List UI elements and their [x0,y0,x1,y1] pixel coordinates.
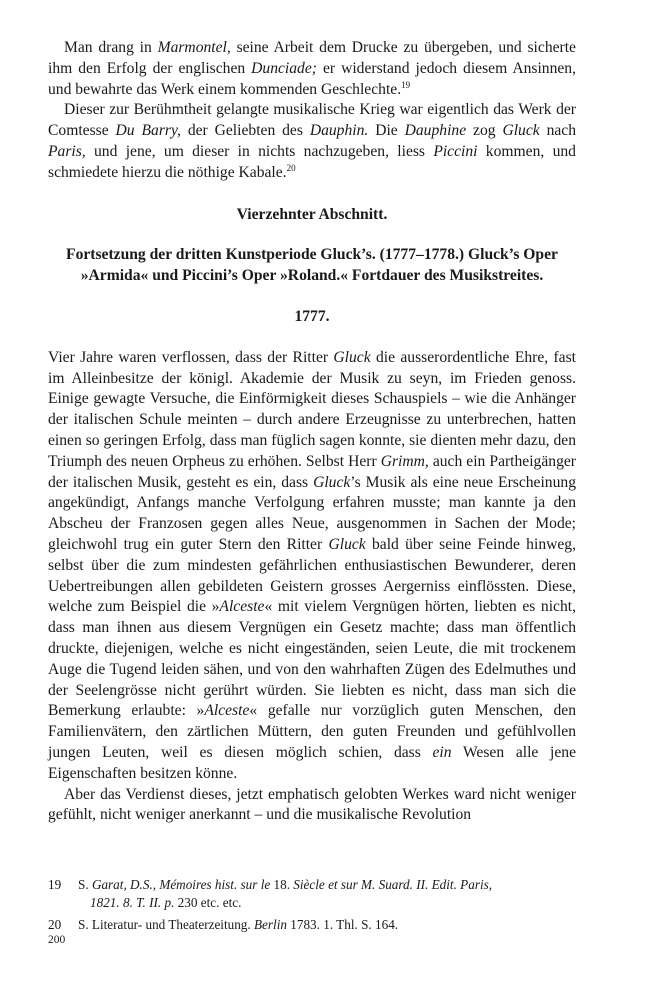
italic-title: Dunciade; [251,59,317,77]
footnote-number: 19 [48,877,62,892]
text: « gefalle nur vorzüglich guten Menschen, den Familienvätern, den zärtlichen Müttern, den guten Freunden und gefühlvollen jungen Leuten, weil es diesen möglich schien, dass [48,702,576,761]
italic-citation: Berlin [254,917,287,933]
text: Man drang in [64,39,158,56]
text: Dieser zur Berühmtheit gelangte musikalische Krieg war eigentlich das Werk der Comtesse [48,101,576,140]
footnote-ref: 20 [286,162,296,173]
section-subheading: Fortsetzung der dritten Kunstperiode Gluck’s. (1777–1778.) Gluck’s Oper »Armida« und Piccini’s Oper »Roland.« Fortdauer des Musikstreites. [66,246,558,285]
text: S. [78,877,92,892]
text: und jene, um dieser in nichts nachzugeben, liess [85,142,434,160]
italic-name: Grimm, [380,452,429,470]
text: nach [539,122,577,140]
text: 1783. 1. Thl. S. 164. [286,917,399,933]
italic-name: Gluck [502,122,540,140]
italic-name: Piccini [433,142,478,160]
page-body [48,38,576,826]
italic-name: Dauphine [404,122,467,140]
italic-name: Du Barry, [115,122,181,140]
italic-title: Alceste [204,702,250,720]
italic-name: Gluck [313,473,351,491]
italic-emphasis: ein [432,743,452,761]
text: S. Literatur- und Theaterzeitung. [78,917,254,933]
italic-name: Dauphin. [309,122,369,140]
text: Vier Jahre waren verflossen, dass der Ritter [48,348,334,366]
page-number: 200 [48,934,66,946]
text: Die [368,122,405,140]
section-heading: Vierzehnter Abschnitt. [236,205,388,223]
italic-citation: Siècle et sur M. Suard. II. Edit. Paris, [293,877,493,892]
footnote [48,916,576,934]
italic-name: Gluck [328,535,366,553]
italic-name: Gluck [333,348,371,366]
footnote-text [78,876,576,911]
footnote-ref: 19 [401,79,411,90]
text: « mit vielem Vergnügen hörten, liebten es nicht, dass man ihnen aus diesem Vergnügen ein Gesetz machte; dass man öffentlich druckte, diejenigen, welche es nicht eingeständen, seien Leute, die mit trockenem Auge die Tugend leiden sähen, und von den wahrhaften Zügen des Edelmuthes und der Seelengrösse nicht gerührt würden. Sie liebten es nicht, dass man sich die Bemerkung erlaubte: » [48,598,576,720]
paragraph [48,38,576,100]
italic-name: Marmontel, [157,39,231,56]
text: auch ein Partheigänger der italischen Musik, gesteht es ein, dass [48,452,576,491]
italic-citation: 1821. 8. T. II. p. [90,894,175,910]
text: kommen, und schmiedete hierzu die nöthige Kabale. [48,142,576,181]
text: der Geliebten des [180,122,310,140]
text: Wesen alle jene Eigenschaften besitzen könne. [48,743,576,782]
text: seine Arbeit dem Drucke zu übergeben, und sicherte ihm den Erfolg der englischen [48,39,576,77]
text: bald über seine Feinde hinweg, selbst über die zum mindesten gefährlichen enthusiastischen Bewunderer, deren Uebertreibungen allen gebildeten Geistern grosses Aergerniss einflössten. Diese, welche zum Beispiel die » [48,535,576,616]
text: zog [466,122,503,140]
text: er widerstand jedoch diesem Ansinnen, und bewahrte das Werk einem kommenden Geschlechte. [48,59,577,98]
year-heading: 1777. [294,307,330,325]
text: die ausserordentliche Ehre, fast im Alleinbesitze der königl. Akademie der Musik zu seyn, im Frieden genoss. Einige gewagte Versuche, die Einförmigkeit dieses Schauspiels – wie die Anhänger der italischen Schule meinten – durch andere Erzeugnisse zu unterbrechen, hatten einen so geringen Erfolg, dass man füglich sagen konnte, sie dienten mehr dazu, den Triumph des neuen Orpheus zu erhöhen. Selbst Herr [48,348,577,470]
footnote-number: 20 [48,917,62,933]
text: 18. [270,877,294,892]
paragraph [48,100,576,183]
paragraph: Aber das Verdienst dieses, jetzt emphatisch gelobten Werkes ward nicht weniger gefühlt, nicht weniger anerkannt – und die musikalische Revolution [48,785,576,824]
text: ’s Musik als eine neue Erscheinung angekündigt, Anfangs manche Verfolgung erfahren musste; man kannte ja den Abscheu der Franzosen gegen alles Neue, ausgenommen in Sachen der Mode; gleichwohl trug ein guter Stern den Ritter [48,473,576,553]
italic-name: Paris, [48,142,86,160]
italic-citation: Garat, D.S., Mémoires hist. sur le [91,877,271,892]
italic-title: Alceste [219,598,265,616]
footnote-text [78,916,576,934]
footnote-continuation [78,894,576,912]
paragraph [48,348,576,785]
text: 230 etc. etc. [174,894,242,910]
footnotes [48,876,576,939]
footnote [48,876,576,911]
